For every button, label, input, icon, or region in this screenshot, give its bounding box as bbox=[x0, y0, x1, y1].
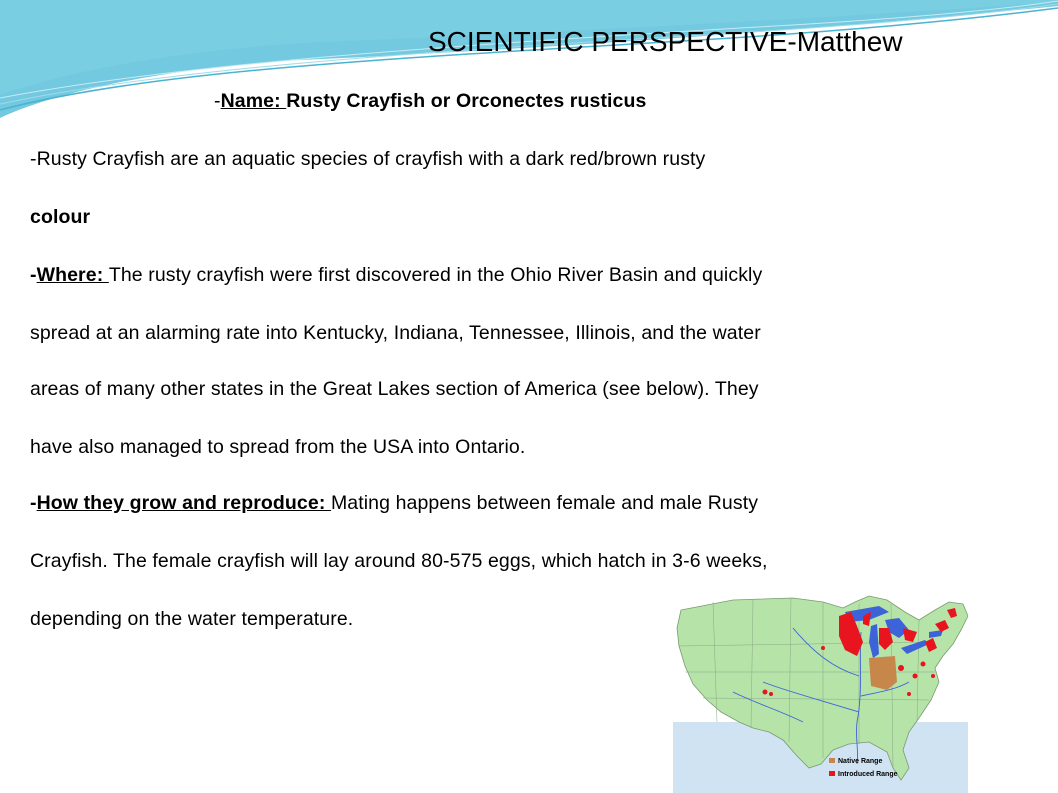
where-line-2: spread at an alarming rate into Kentucky, Indiana, Tennessee, Illinois, and the water bbox=[30, 322, 761, 344]
range-map bbox=[673, 572, 968, 793]
slide-title: SCIENTIFIC PERSPECTIVE-Matthew bbox=[428, 26, 903, 57]
grow-line-3: depending on the water temperature. bbox=[30, 608, 354, 630]
where-line-4: have also managed to spread from the USA into Ontario. bbox=[30, 436, 526, 458]
name-value: Rusty Crayfish or Orconectes rusticus bbox=[286, 90, 647, 112]
grow-text-1: Mating happens between female and male Rusty bbox=[330, 492, 759, 514]
where-label: Where: bbox=[36, 264, 109, 286]
legend-native-label: Native Range bbox=[838, 758, 883, 765]
name-label: Name: bbox=[220, 90, 287, 112]
description-line-1: -Rusty Crayfish are an aquatic species of crayfish with a dark red/brown rusty bbox=[30, 148, 706, 170]
where-prefix: - bbox=[30, 264, 37, 286]
name-prefix: - bbox=[214, 90, 221, 112]
legend-introduced-swatch bbox=[829, 771, 835, 776]
legend-introduced-label: Introduced Range bbox=[838, 771, 898, 778]
grow-line-1 bbox=[30, 492, 758, 515]
grow-line-2: Crayfish. The female crayfish will lay around 80-575 eggs, which hatch in 3-6 weeks, bbox=[30, 550, 768, 572]
where-line-3: areas of many other states in the Great Lakes section of America (see below). They bbox=[30, 378, 759, 400]
where-text-1: The rusty crayfish were first discovered in the Ohio River Basin and quickly bbox=[108, 264, 763, 286]
where-line-1 bbox=[30, 264, 762, 287]
grow-label: How they grow and reproduce: bbox=[36, 492, 331, 514]
legend-native-swatch bbox=[829, 758, 835, 763]
name-line bbox=[214, 90, 646, 113]
description-line-2: colour bbox=[30, 206, 91, 228]
grow-prefix: - bbox=[30, 492, 37, 514]
native-range bbox=[869, 656, 897, 690]
